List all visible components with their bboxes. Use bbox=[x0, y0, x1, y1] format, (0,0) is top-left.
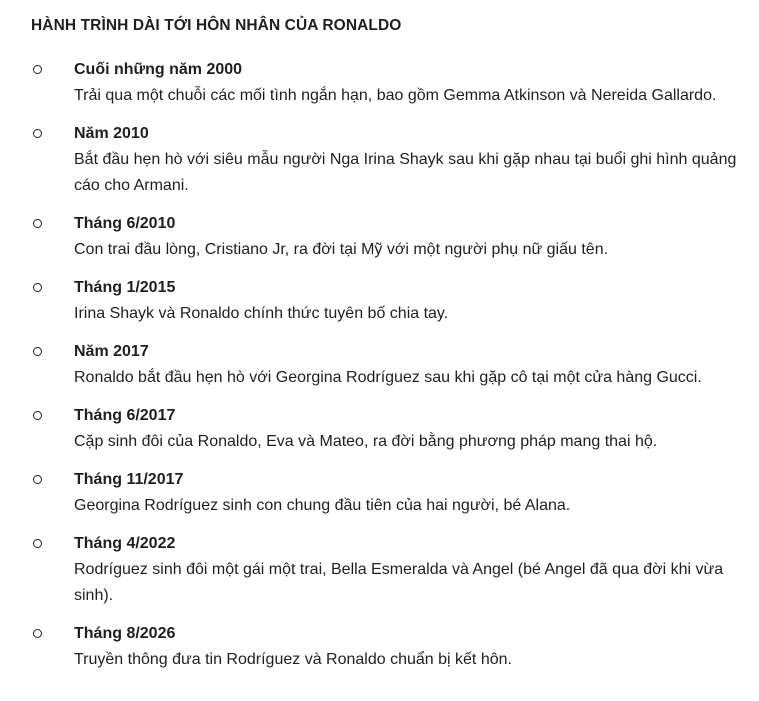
hollow-circle-bullet-icon bbox=[33, 283, 42, 292]
timeline-description: Georgina Rodríguez sinh con chung đầu tiên của hai người, bé Alana. bbox=[74, 497, 571, 514]
hollow-circle-bullet-icon bbox=[33, 347, 42, 356]
timeline-description: Ronaldo bắt đầu hẹn hò với Georgina Rodríguez sau khi gặp cô tại một cửa hàng Gucci. bbox=[74, 369, 702, 386]
timeline-description: Trải qua một chuỗi các mối tình ngắn hạn, bao gồm Gemma Atkinson và Nereida Gallardo. bbox=[74, 87, 717, 104]
timeline-item bbox=[31, 621, 743, 673]
hollow-circle-bullet-icon bbox=[33, 629, 42, 638]
timeline-description: Con trai đầu lòng, Cristiano Jr, ra đời tại Mỹ với một người phụ nữ giấu tên. bbox=[74, 241, 609, 258]
timeline-item bbox=[31, 467, 743, 519]
timeline-item bbox=[31, 57, 743, 109]
hollow-circle-bullet-icon bbox=[33, 411, 42, 420]
timeline-date: Năm 2010 bbox=[74, 125, 149, 142]
hollow-circle-bullet-icon bbox=[33, 129, 42, 138]
timeline-date: Tháng 6/2017 bbox=[74, 407, 176, 424]
page-title: HÀNH TRÌNH DÀI TỚI HÔN NHÂN CỦA RONALDO bbox=[31, 17, 402, 34]
timeline-item bbox=[31, 531, 743, 609]
timeline-description: Bắt đầu hẹn hò với siêu mẫu người Nga Irina Shayk sau khi gặp nhau tại buổi ghi hình quảng cáo cho Armani. bbox=[74, 151, 737, 194]
timeline-date: Tháng 11/2017 bbox=[74, 471, 184, 488]
timeline-item bbox=[31, 339, 743, 391]
timeline-date: Cuối những năm 2000 bbox=[74, 61, 243, 78]
timeline-date: Tháng 6/2010 bbox=[74, 215, 176, 232]
timeline-item bbox=[31, 275, 743, 327]
timeline-date: Tháng 8/2026 bbox=[74, 625, 176, 642]
hollow-circle-bullet-icon bbox=[33, 65, 42, 74]
timeline-description: Truyền thông đưa tin Rodríguez và Ronaldo chuẩn bị kết hôn. bbox=[74, 651, 512, 668]
hollow-circle-bullet-icon bbox=[33, 475, 42, 484]
timeline-item bbox=[31, 403, 743, 455]
hollow-circle-bullet-icon bbox=[33, 219, 42, 228]
timeline-item bbox=[31, 211, 743, 263]
timeline-description: Irina Shayk và Ronaldo chính thức tuyên bố chia tay. bbox=[74, 305, 449, 322]
hollow-circle-bullet-icon bbox=[33, 539, 42, 548]
timeline-list bbox=[31, 57, 743, 673]
timeline-date: Năm 2017 bbox=[74, 343, 149, 360]
timeline-description: Cặp sinh đôi của Ronaldo, Eva và Mateo, ra đời bằng phương pháp mang thai hộ. bbox=[74, 433, 658, 450]
timeline-date: Tháng 1/2015 bbox=[74, 279, 176, 296]
timeline-date: Tháng 4/2022 bbox=[74, 535, 176, 552]
timeline-item bbox=[31, 121, 743, 199]
timeline-description: Rodríguez sinh đôi một gái một trai, Bella Esmeralda và Angel (bé Angel đã qua đời khi vừa sinh). bbox=[74, 561, 724, 604]
